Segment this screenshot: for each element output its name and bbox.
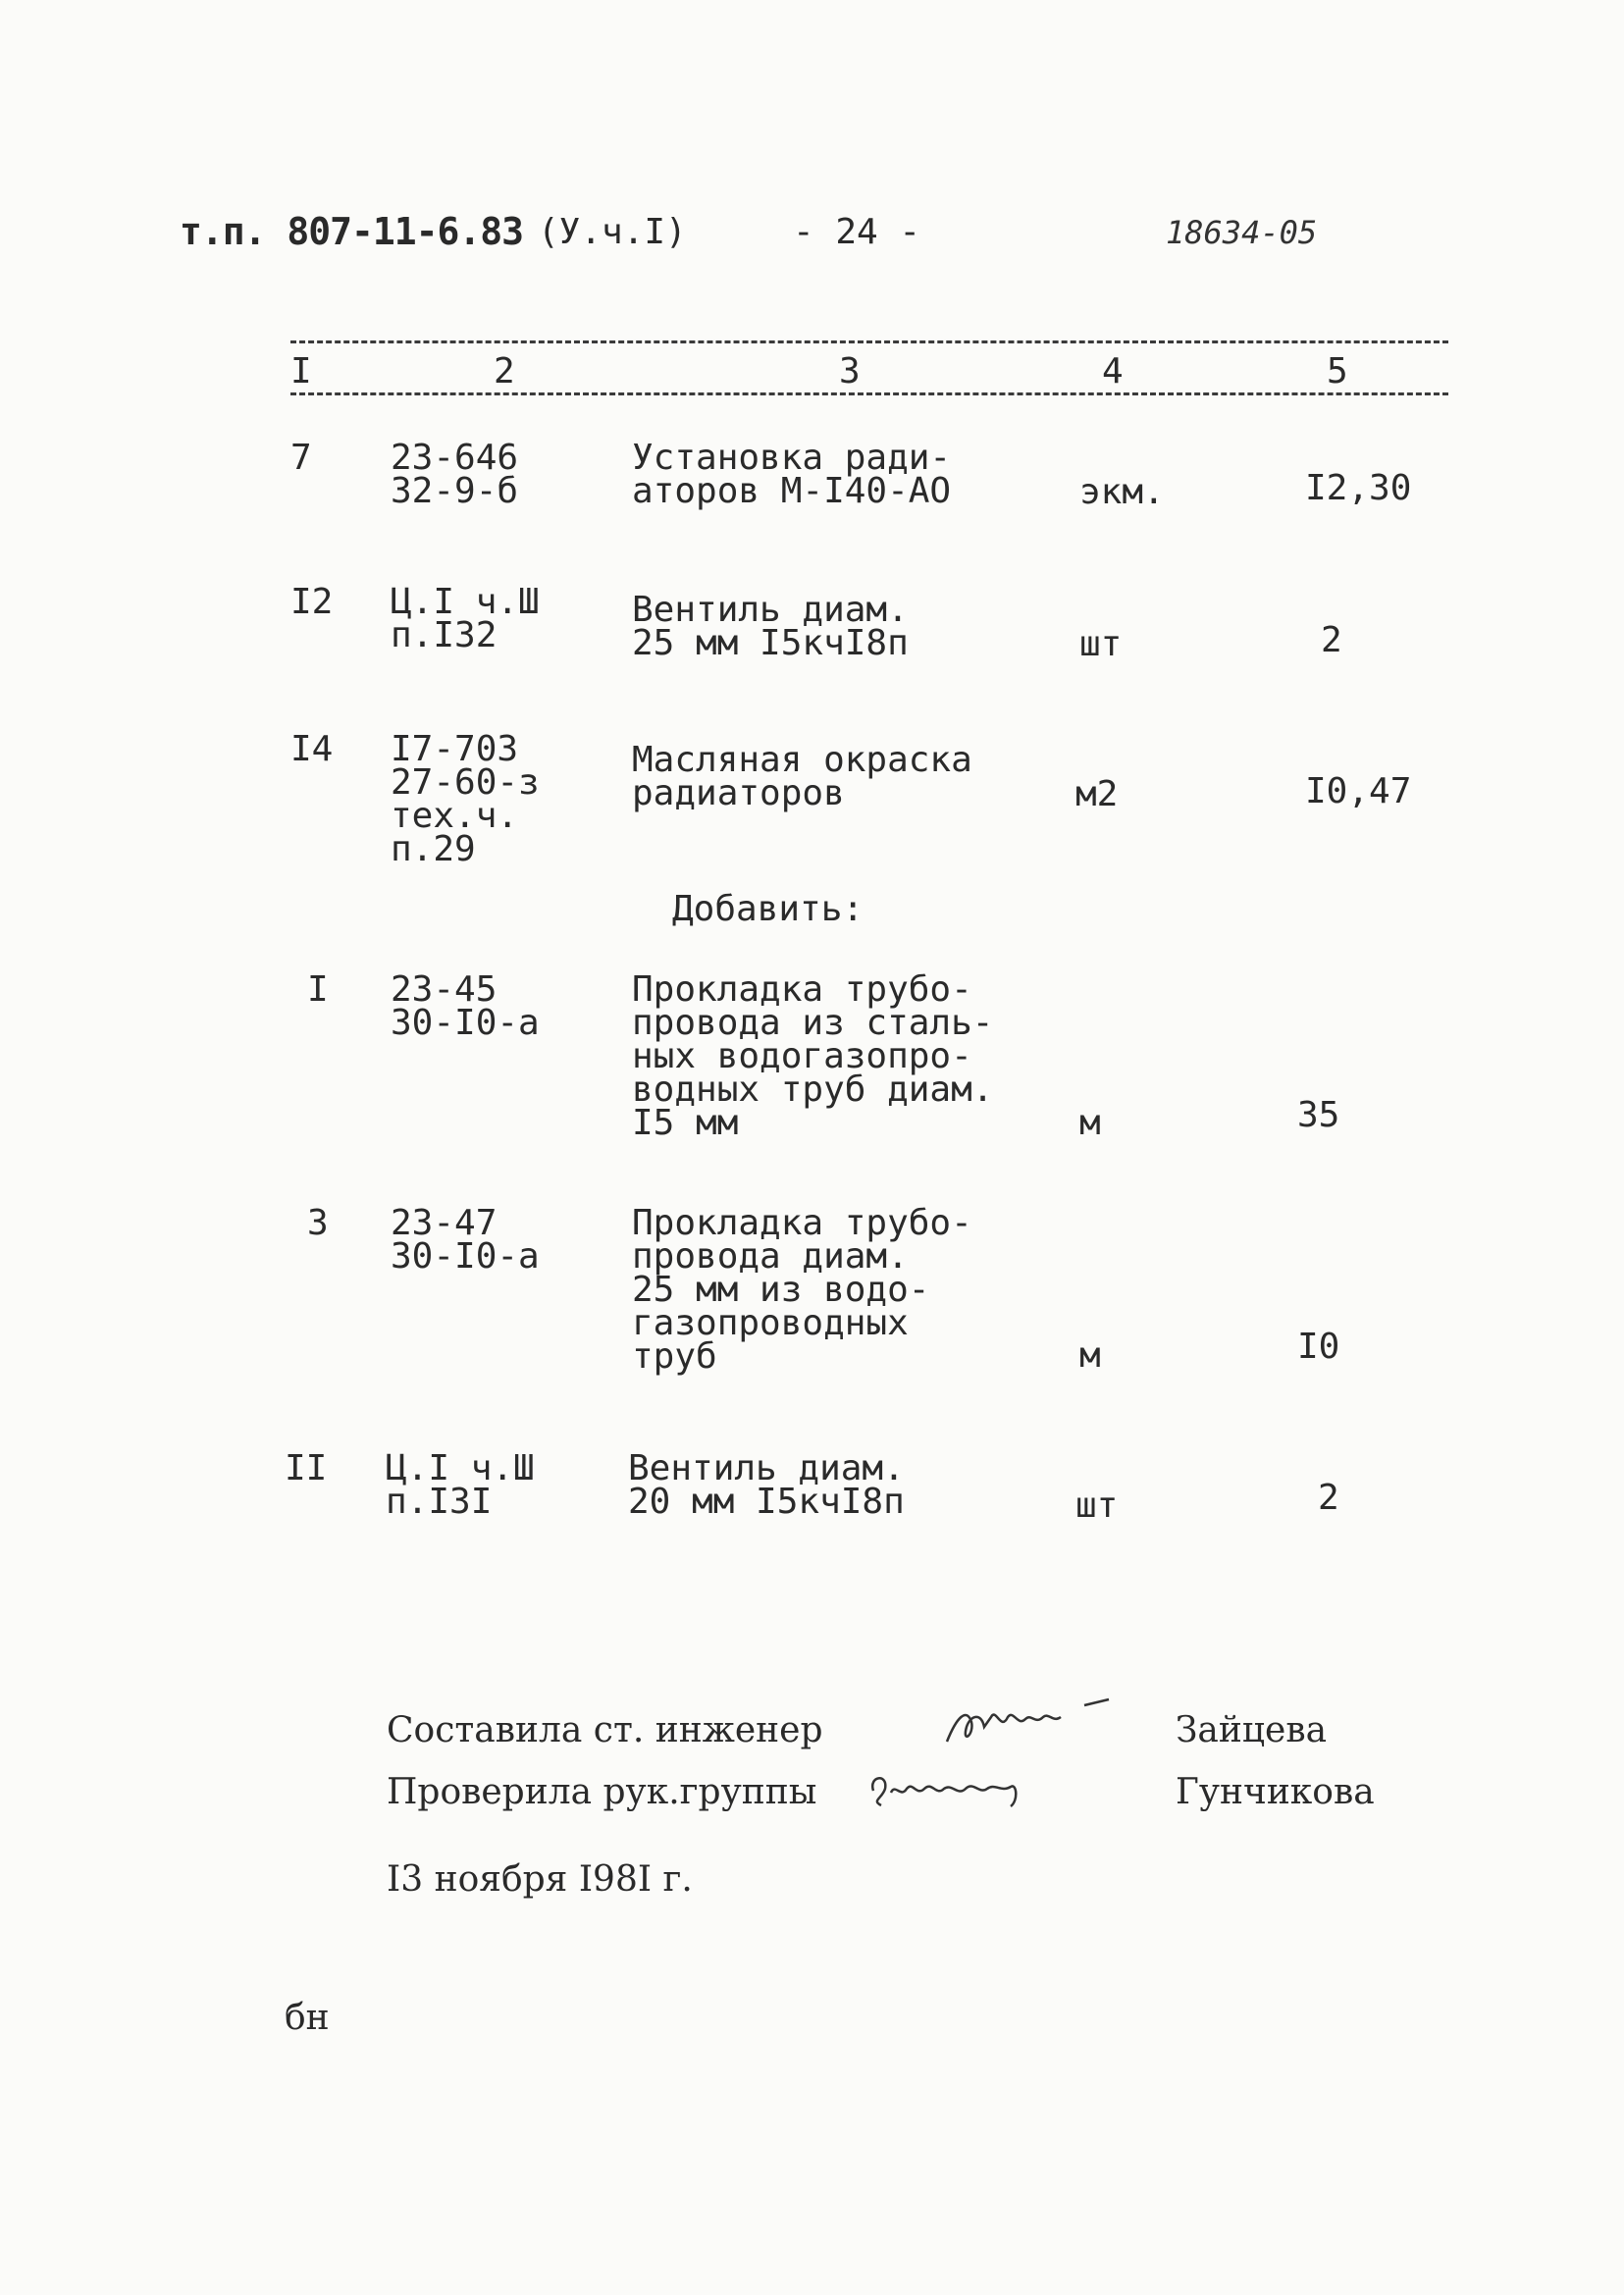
row-unit: м (1079, 1103, 1101, 1143)
row-quantity: 2 (1318, 1478, 1339, 1518)
signature-date: I3 ноября I98I г. (387, 1859, 693, 1900)
column-header-1: I (290, 351, 312, 391)
row-unit: шт (1075, 1486, 1119, 1526)
row-description: Прокладка трубо- провода диам. 25 мм из водо- газопроводных труб (632, 1203, 972, 1377)
footer-mark: бн (285, 1998, 330, 2038)
row-number: I4 (290, 729, 334, 769)
signature-checked (864, 1761, 1060, 1820)
row-number: I (307, 969, 329, 1010)
row-unit: м2 (1075, 774, 1119, 814)
part-label: (У.ч.I) (538, 212, 687, 252)
checked-by-name: Гунчикова (1176, 1772, 1375, 1812)
row-description: Вентиль диам. 20 мм I5кчI8п (628, 1448, 905, 1522)
column-header-5: 5 (1327, 351, 1348, 391)
column-header-3: 3 (839, 351, 861, 391)
row-unit: экм. (1079, 472, 1165, 512)
compiled-by-name: Зайцева (1176, 1710, 1328, 1750)
row-reference: 23-45 30-I0-а (391, 969, 540, 1043)
row-number: 7 (290, 438, 312, 478)
checked-by-label: Проверила рук.группы (387, 1772, 817, 1812)
row-quantity: I2,30 (1305, 468, 1412, 508)
row-reference: 23-646 32-9-б (391, 438, 519, 511)
row-description: Прокладка трубо- провода из сталь- ных водогазопро- водных труб диам. I5 мм (632, 969, 994, 1143)
row-unit: шт (1079, 624, 1123, 664)
row-description: Вентиль диам. 25 мм I5кчI8п (632, 590, 909, 663)
row-quantity: 2 (1321, 620, 1342, 660)
document-code: т.п. 807-11-6.83 (180, 210, 524, 253)
add-section-label: Добавить: (672, 889, 864, 929)
row-number: 3 (307, 1203, 329, 1243)
row-quantity: I0,47 (1305, 771, 1412, 811)
table-rule-top (290, 340, 1448, 343)
row-number: I2 (290, 582, 334, 622)
row-description: Масляная окраска радиаторов (632, 740, 972, 813)
row-number: II (285, 1448, 328, 1488)
row-reference: Ц.I ч.Ш п.I32 (391, 582, 540, 655)
compiled-by-label: Составила ст. инженер (387, 1710, 823, 1750)
row-reference: I7-703 27-60-з тех.ч. п.29 (391, 729, 540, 869)
table-rule-bottom (290, 392, 1448, 395)
column-header-2: 2 (494, 351, 515, 391)
column-header-4: 4 (1102, 351, 1124, 391)
row-reference: 23-47 30-I0-а (391, 1203, 540, 1277)
row-quantity: I0 (1297, 1327, 1340, 1367)
row-quantity: 35 (1297, 1095, 1340, 1135)
sheet-number: 18634-05 (1166, 214, 1318, 251)
page-number: - 24 - (793, 212, 921, 252)
row-reference: Ц.I ч.Ш п.I3I (386, 1448, 535, 1522)
row-description: Установка ради- aторов М-I40-AO (632, 438, 952, 511)
signature-compiled (937, 1688, 1124, 1756)
row-unit: м (1079, 1335, 1101, 1376)
